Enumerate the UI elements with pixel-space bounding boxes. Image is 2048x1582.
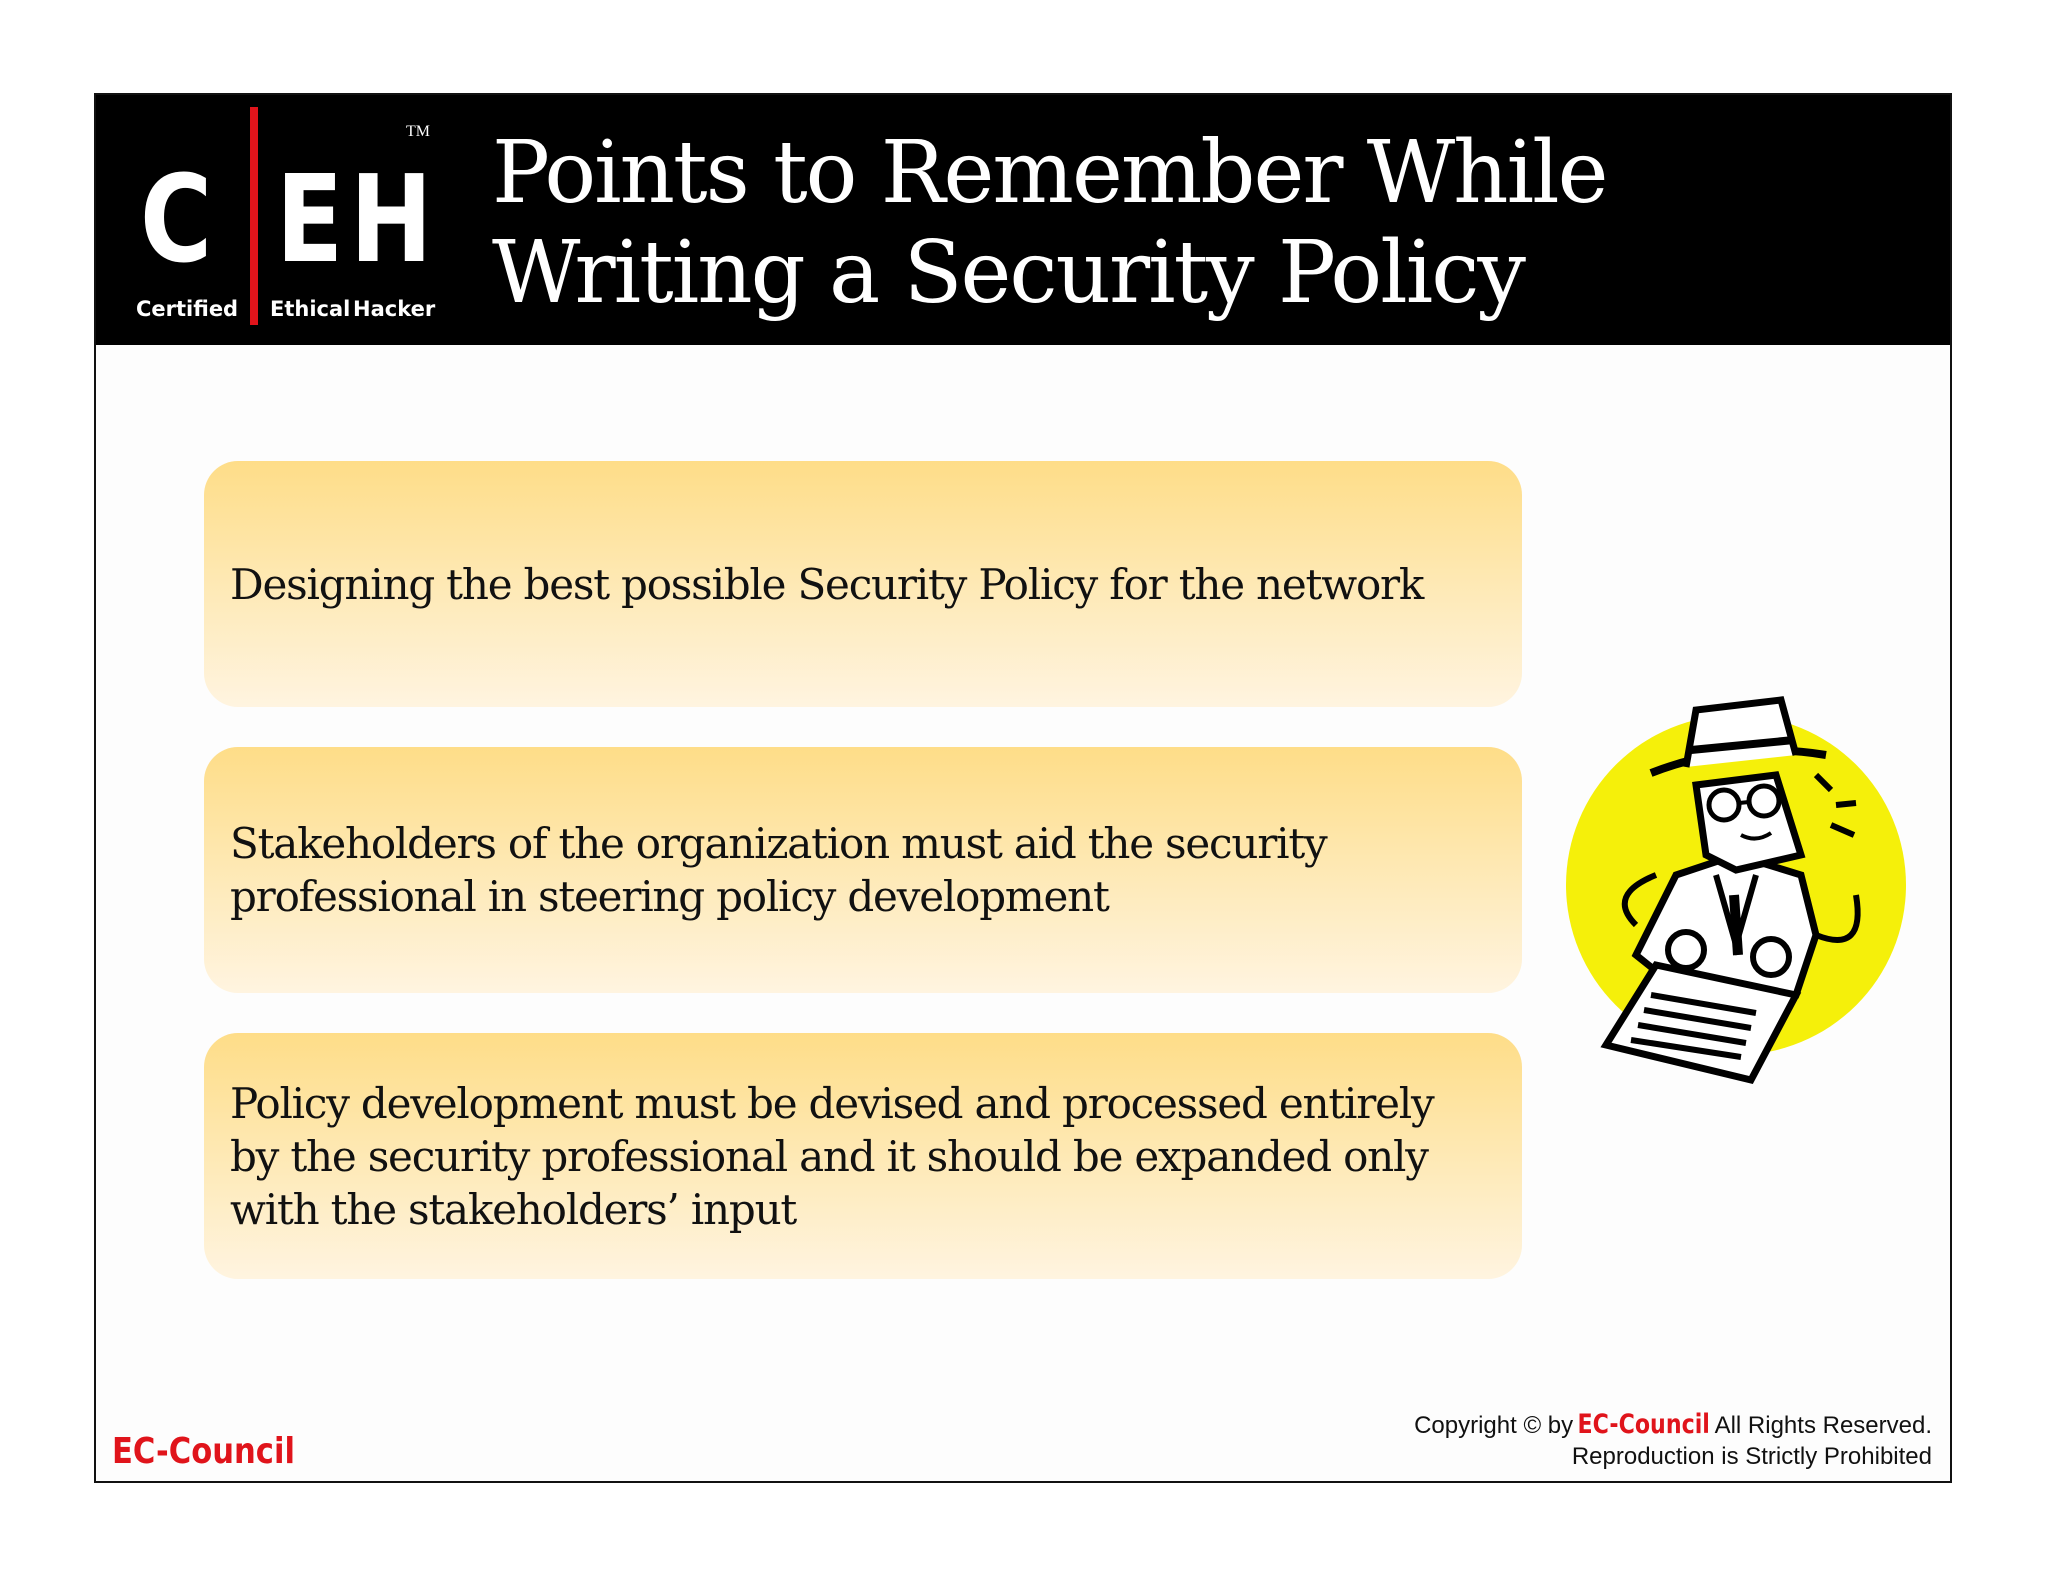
ceh-logo — [136, 107, 436, 333]
logo-red-bar — [250, 107, 258, 325]
ec-council-logo: EC-Council — [112, 1431, 295, 1472]
slide — [94, 93, 1952, 1483]
point-text-3: Policy development must be devised and processed entirely by the security professional and it should be expanded only with the stakeholders’ input — [230, 1078, 1434, 1234]
point-text-2: Stakeholders of the organization must aid the security professional in steering policy development — [230, 819, 1327, 921]
copyright-prefix: Copyright © by — [1414, 1412, 1574, 1439]
copyright-notice — [1414, 1409, 1932, 1472]
copyright-suffix: All Rights Reserved. — [1714, 1412, 1932, 1439]
detective-reading-document-icon — [1566, 695, 1916, 1095]
logo-trademark: TM — [406, 123, 430, 140]
logo-sub-ethical: Ethical — [270, 297, 351, 321]
logo-letter-e: E — [276, 151, 344, 290]
page-title — [492, 123, 1607, 323]
logo-letter-h: H — [350, 151, 433, 290]
copyright-brand: EC-Council — [1577, 1409, 1711, 1440]
logo-letter-c: C — [140, 151, 213, 290]
point-text-1: Designing the best possible Security Policy for the network — [230, 559, 1424, 609]
point-box-2 — [204, 747, 1522, 993]
logo-sub-certified: Certified — [136, 297, 239, 321]
title-line-1: Points to Remember While — [492, 123, 1607, 223]
header-bar — [96, 95, 1950, 345]
point-box-3 — [204, 1033, 1522, 1279]
copyright-line-2: Reproduction is Strictly Prohibited — [1571, 1443, 1932, 1470]
copyright-line-1 — [1414, 1409, 1932, 1441]
point-box-1 — [204, 461, 1522, 707]
title-line-2: Writing a Security Policy — [492, 223, 1524, 323]
logo-sub-hacker: Hacker — [353, 297, 436, 321]
